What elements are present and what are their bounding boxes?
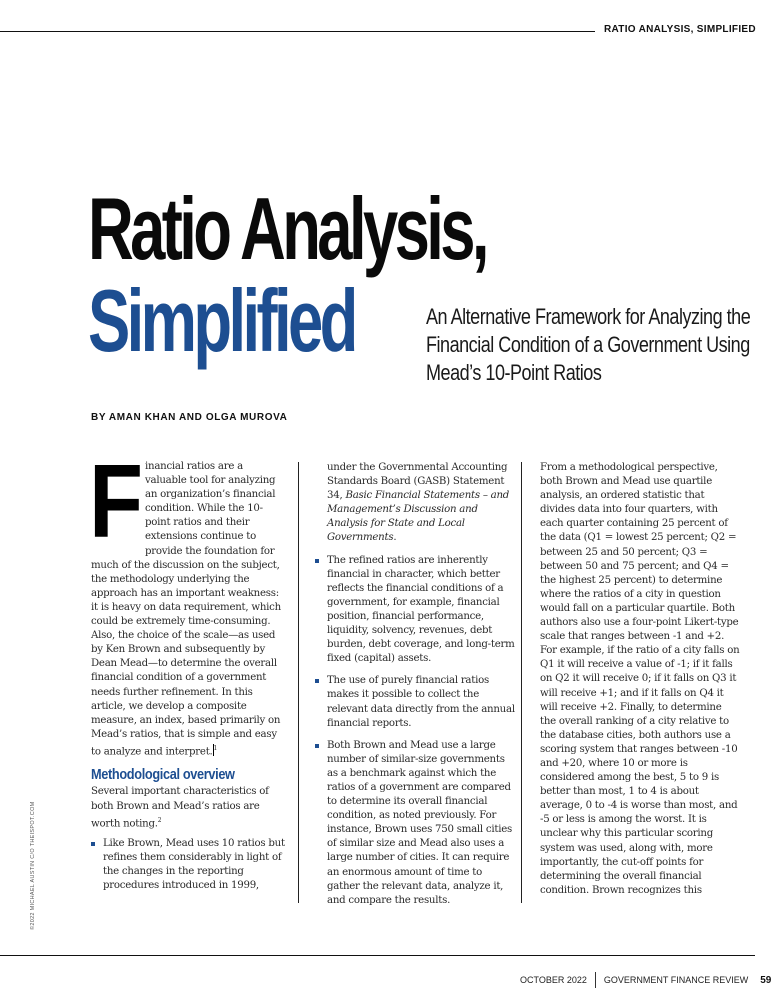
running-head: RATIO ANALYSIS, SIMPLIFIED — [604, 24, 756, 35]
intro-text: inancial ratios are a valuable tool for analyzing an organization’s financial condition. While the 10-point ratios and their extensions continue to provide the foundation for much of the discussion on the subject, the methodology underlying the approach has an important weakness: it is heavy on data requirement, which could be extremely time-consuming. Also, the choice of the scale—as used by Ken Brown and subsequently by Dean Mead—to determine the overall financial condition of a government needs further refinement. In this article, we develop a composite measure, an index, based primarily on Mead’s ratios, that is simple and easy to analyze and interpret. — [91, 461, 281, 758]
byline: BY AMAN KHAN AND OLGA MUROVA — [91, 412, 288, 423]
characteristics-list — [91, 837, 287, 893]
issue-date: OCTOBER 2022 — [520, 975, 587, 985]
square-bullet-icon — [315, 679, 319, 683]
list-item-text: The use of purely financial ratios makes it possible to collect the relevant data directly from the annual financial reports. — [327, 675, 515, 729]
photo-credit: ©2022 MICHAEL AUSTIN C/O THEISPOT.COM — [30, 801, 36, 930]
footer-separator — [595, 972, 596, 988]
footnote-ref-1[interactable]: 1 — [213, 744, 218, 752]
list-item-continuation — [327, 461, 515, 546]
square-bullet-icon — [315, 744, 319, 748]
list-item-text: Like Brown, Mead uses 10 ratios but refines them considerably in light of the changes in the reporting procedures introduced in 1999, — [103, 838, 285, 892]
section-intro-text: Several important characteristics of both Brown and Mead’s ratios are worth noting. — [91, 786, 269, 830]
column-divider — [298, 462, 299, 903]
gasb-statement-title: Basic Financial Statements – and Management’s Discussion and Analysis for State and Local Governments — [327, 490, 510, 544]
square-bullet-icon — [315, 559, 319, 563]
methodology-paragraph: From a methodological perspective, both Brown and Mead use quartile analysis, an ordered statistic that divides data into four quarters, with each quarter containing 25 percent of the data (Q1 = lowest 25 percent; Q2 = between 25 and 50 percent; Q3 = between 50 and 75 percent; and Q4 = the highest 25 percent) to determine where the ratios of a city in question would fall on a particular quartile. Both authors also use a four-point Likert-type scale that ranges between -1 and +2. For example, if the ratio of a city falls on Q1 it will receive a value of -1; if it falls on Q2 it will receive 0; if it falls on Q3 it will receive +1; and if it falls on Q4 it will receive +2. Finally, to determine the overall ranking of a city relative to the database cities, both authors use a scoring system that ranges between -10 and +20, where 10 or more is considered among the best, 5 to 9 is better than most, 1 to 4 is about average, 0 to -4 is worse than most, and -5 or less is among the worst. It is unclear why this particular scoring system was used, along with, more importantly, the cut-off points for determining the overall financial condition. Brown recognizes this — [540, 462, 740, 896]
section-intro — [91, 785, 287, 831]
square-bullet-icon — [91, 842, 95, 846]
body-column-3 — [540, 461, 740, 898]
page-number: 59 — [760, 974, 772, 986]
body-column-1 — [89, 444, 287, 894]
title-line-1: Ratio Analysis, — [88, 179, 486, 278]
article-subtitle: An Alternative Framework for Analyzing the Financial Condition of a Government Using Mead’s 10-Point Ratios — [426, 304, 751, 385]
header-rule — [0, 31, 595, 32]
footnote-ref-2[interactable]: 2 — [157, 816, 162, 824]
list-item — [91, 837, 287, 893]
list-item — [315, 674, 515, 730]
body-column-2 — [327, 461, 515, 908]
section-heading: Methodological overview — [91, 767, 235, 784]
title-line-2: Simplified — [88, 271, 355, 370]
page-footer — [520, 972, 771, 988]
list-item-text: Both Brown and Mead use a large number of similar-size governments as a benchmark against which the ratios of a government are compared to determine its overall financial condition, as noted previously. For instance, Brown uses 750 small cities of similar size and Mead also uses a large number of cities. It can require an enormous amount of time to gather the relevant data, analyze it, and compare the results. — [327, 739, 513, 906]
list-item-text: The refined ratios are inherently financial in character, which better reflects the financial conditions of a government, for example, financial position, financial performance, liquidity, solvency, revenues, debt burden, debt coverage, and long-term fixed (capital) assets. — [327, 554, 515, 665]
list-item — [315, 554, 515, 667]
drop-cap: F — [89, 444, 143, 560]
footer-rule — [0, 955, 755, 956]
continuation-text: under the Governmental Accounting Standards Board (GASB) Statement 34, — [327, 462, 508, 502]
list-item — [315, 739, 515, 908]
characteristics-list-continued — [315, 554, 515, 908]
publication-name: GOVERNMENT FINANCE REVIEW — [603, 975, 749, 985]
continuation-end: . — [393, 532, 397, 544]
column-divider — [521, 462, 522, 903]
intro-paragraph — [89, 444, 287, 759]
